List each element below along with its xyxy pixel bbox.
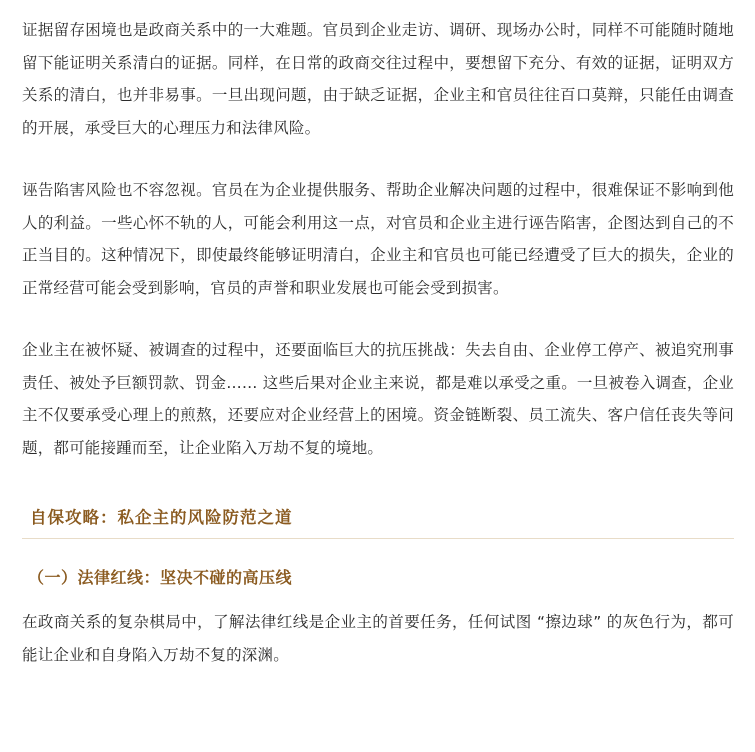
paragraph-pressure-challenge: 企业主在被怀疑、被调查的过程中，还要面临巨大的抗压挑战：失去自由、企业停工停产、被追究刑事责任、被处予巨额罚款、罚金…… 这些后果对企业主来说，都是难以承受之重。一旦被卷入调查，企业主不仅要承受心理上的煎熬，还要应对企业经营上的困境。资金链断裂、员工流失、客户信任丧失等问题，都可能接踵而至，让企业陷入万劫不复的境地。	[22, 341, 734, 457]
section-heading: 自保攻略：私企主的风险防范之道	[22, 504, 734, 539]
paragraph-false-accusation-risk: 诬告陷害风险也不容忽视。官员在为企业提供服务、帮助企业解决问题的过程中，很难保证不影响到他人的利益。一些心怀不轨的人，可能会利用这一点，对官员和企业主进行诬告陷害，企图达到自己的不正当目的。这种情况下，即使最终能够证明清白，企业主和官员也可能已经遭受了巨大的损失，企业的正常经营可能会受到影响，官员的声誉和职业发展也可能会受到损害。	[22, 181, 734, 297]
subsection-heading: （一）法律红线：坚决不碰的高压线	[28, 568, 293, 587]
article-body	[22, 14, 734, 671]
paragraph-evidence-dilemma: 证据留存困境也是政商关系中的一大难题。官员到企业走访、调研、现场办公时，同样不可能随时随地留下能证明关系清白的证据。同样，在日常的政商交往过程中，要想留下充分、有效的证据，证明双方关系的清白，也并非易事。一旦出现问题，由于缺乏证据，企业主和官员往往百口莫辩，只能任由调查的开展，承受巨大的心理压力和法律风险。	[22, 21, 734, 137]
paragraph-legal-redline: 在政商关系的复杂棋局中，了解法律红线是企业主的首要任务，任何试图 “擦边球” 的灰色行为，都可能让企业和自身陷入万劫不复的深渊。	[22, 613, 734, 664]
